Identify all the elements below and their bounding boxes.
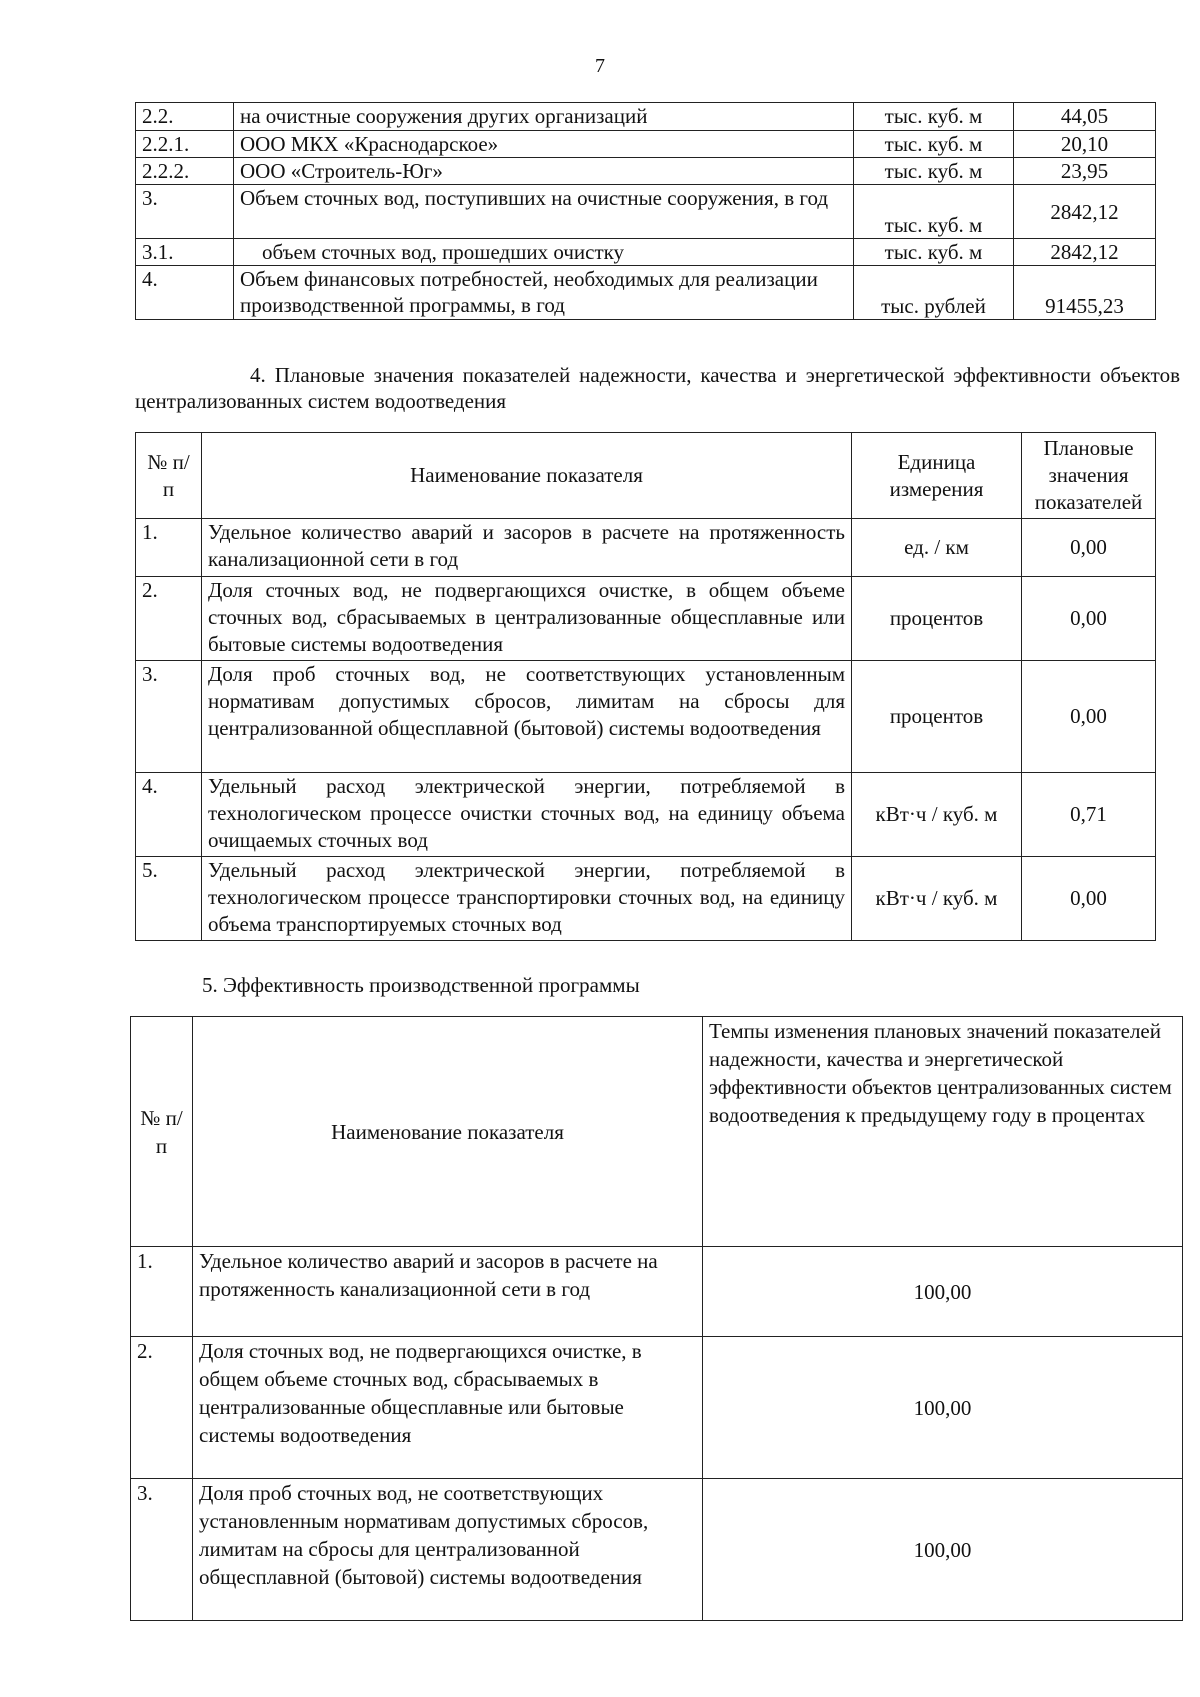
page-number: 7 (595, 55, 605, 77)
row-number: 2.2.1. (136, 131, 234, 158)
row-value: 44,05 (1014, 103, 1156, 131)
row-value: 2842,12 (1014, 185, 1156, 239)
header-number: № п/п (131, 1017, 193, 1247)
header-value: Плановые значения показателей (1022, 433, 1156, 519)
row-unit: процентов (852, 661, 1022, 773)
header-name: Наименование показателя (202, 433, 852, 519)
row-unit: процентов (852, 577, 1022, 661)
row-value: 20,10 (1014, 131, 1156, 158)
indicators-table (135, 432, 1156, 941)
volume-table (135, 102, 1156, 320)
row-unit: тыс. куб. м (854, 239, 1014, 266)
row-number: 3. (136, 185, 234, 239)
header-name: Наименование показателя (193, 1017, 703, 1247)
table-header-row (131, 1017, 1183, 1247)
row-number: 2.2.2. (136, 158, 234, 185)
row-value: 0,00 (1022, 857, 1156, 941)
row-value: 91455,23 (1014, 266, 1156, 320)
table-row (136, 266, 1156, 320)
table-row (136, 131, 1156, 158)
row-unit: тыс. куб. м (854, 185, 1014, 239)
row-unit: тыс. куб. м (854, 131, 1014, 158)
row-value: 0,00 (1022, 519, 1156, 577)
table-row (136, 103, 1156, 131)
row-value: 0,00 (1022, 577, 1156, 661)
header-unit: Единица измерения (852, 433, 1022, 519)
table-row (131, 1247, 1183, 1337)
row-number: 1. (131, 1247, 193, 1337)
header-number: № п/п (136, 433, 202, 519)
efficiency-table (130, 1016, 1183, 1621)
table-row (131, 1479, 1183, 1621)
table-row (136, 773, 1156, 857)
row-unit: тыс. куб. м (854, 158, 1014, 185)
row-name: объем сточных вод, прошедших очистку (234, 239, 854, 266)
row-value: 0,00 (1022, 661, 1156, 773)
row-value: 100,00 (703, 1479, 1183, 1621)
table-row (136, 519, 1156, 577)
row-name: Доля сточных вод, не подвергающихся очистке, в общем объеме сточных вод, сбрасываемых в централизованные общесплавные или бытовые системы водоотведения (193, 1337, 703, 1479)
row-name: Доля проб сточных вод, не соответствующих установленным нормативам допустимых сбросов, лимитам на сбросы для централизованной общесплавной (бытовой) системы водоотведения (193, 1479, 703, 1621)
row-value: 23,95 (1014, 158, 1156, 185)
row-number: 2. (131, 1337, 193, 1479)
section-4-heading: 4. Плановые значения показателей надежности, качества и энергетической эффективности объектов централизованных систем водоотведения (135, 363, 1180, 413)
table-row (131, 1337, 1183, 1479)
row-name: Удельный расход электрической энергии, потребляемой в технологическом процессе очистки сточных вод, на единицу объема очищаемых сточных вод (202, 773, 852, 857)
row-unit: кВт·ч / куб. м (852, 857, 1022, 941)
row-name: на очистные сооружения других организаций (234, 103, 854, 131)
table-header-row (136, 433, 1156, 519)
row-value: 100,00 (703, 1247, 1183, 1337)
row-number: 1. (136, 519, 202, 577)
row-name: ООО «Строитель-Юг» (234, 158, 854, 185)
table-row (136, 577, 1156, 661)
row-number: 2.2. (136, 103, 234, 131)
row-number: 2. (136, 577, 202, 661)
row-unit: ед. / км (852, 519, 1022, 577)
header-value: Темпы изменения плановых значений показателей надежности, качества и энергетической эффективности объектов централизованных систем водоотведения к предыдущему году в процентах (703, 1017, 1183, 1247)
row-number: 4. (136, 266, 234, 320)
table-row (136, 239, 1156, 266)
table-row (136, 857, 1156, 941)
row-name: ООО МКХ «Краснодарское» (234, 131, 854, 158)
table-row (136, 661, 1156, 773)
table-row (136, 158, 1156, 185)
row-name: Удельное количество аварий и засоров в расчете на протяженность канализационной сети в год (193, 1247, 703, 1337)
row-value: 0,71 (1022, 773, 1156, 857)
row-number: 3.1. (136, 239, 234, 266)
row-value: 2842,12 (1014, 239, 1156, 266)
row-name: Объем финансовых потребностей, необходимых для реализации производственной программы, в год (234, 266, 854, 320)
row-unit: тыс. рублей (854, 266, 1014, 320)
row-name: Удельное количество аварий и засоров в расчете на протяженность канализационной сети в год (202, 519, 852, 577)
row-unit: тыс. куб. м (854, 103, 1014, 131)
row-name: Объем сточных вод, поступивших на очистные сооружения, в год (234, 185, 854, 239)
section-5-heading: 5. Эффективность производственной программы (202, 973, 640, 997)
row-name: Удельный расход электрической энергии, потребляемой в технологическом процессе транспортировки сточных вод, на единицу объема транспортируемых сточных вод (202, 857, 852, 941)
table-row (136, 185, 1156, 239)
row-number: 5. (136, 857, 202, 941)
row-value: 100,00 (703, 1337, 1183, 1479)
row-name: Доля проб сточных вод, не соответствующих установленным нормативам допустимых сбросов, лимитам на сбросы для централизованной общесплавной (бытовой) системы водоотведения (202, 661, 852, 773)
row-name: Доля сточных вод, не подвергающихся очистке, в общем объеме сточных вод, сбрасываемых в централизованные общесплавные или бытовые системы водоотведения (202, 577, 852, 661)
row-number: 3. (131, 1479, 193, 1621)
row-number: 4. (136, 773, 202, 857)
row-number: 3. (136, 661, 202, 773)
row-unit: кВт·ч / куб. м (852, 773, 1022, 857)
